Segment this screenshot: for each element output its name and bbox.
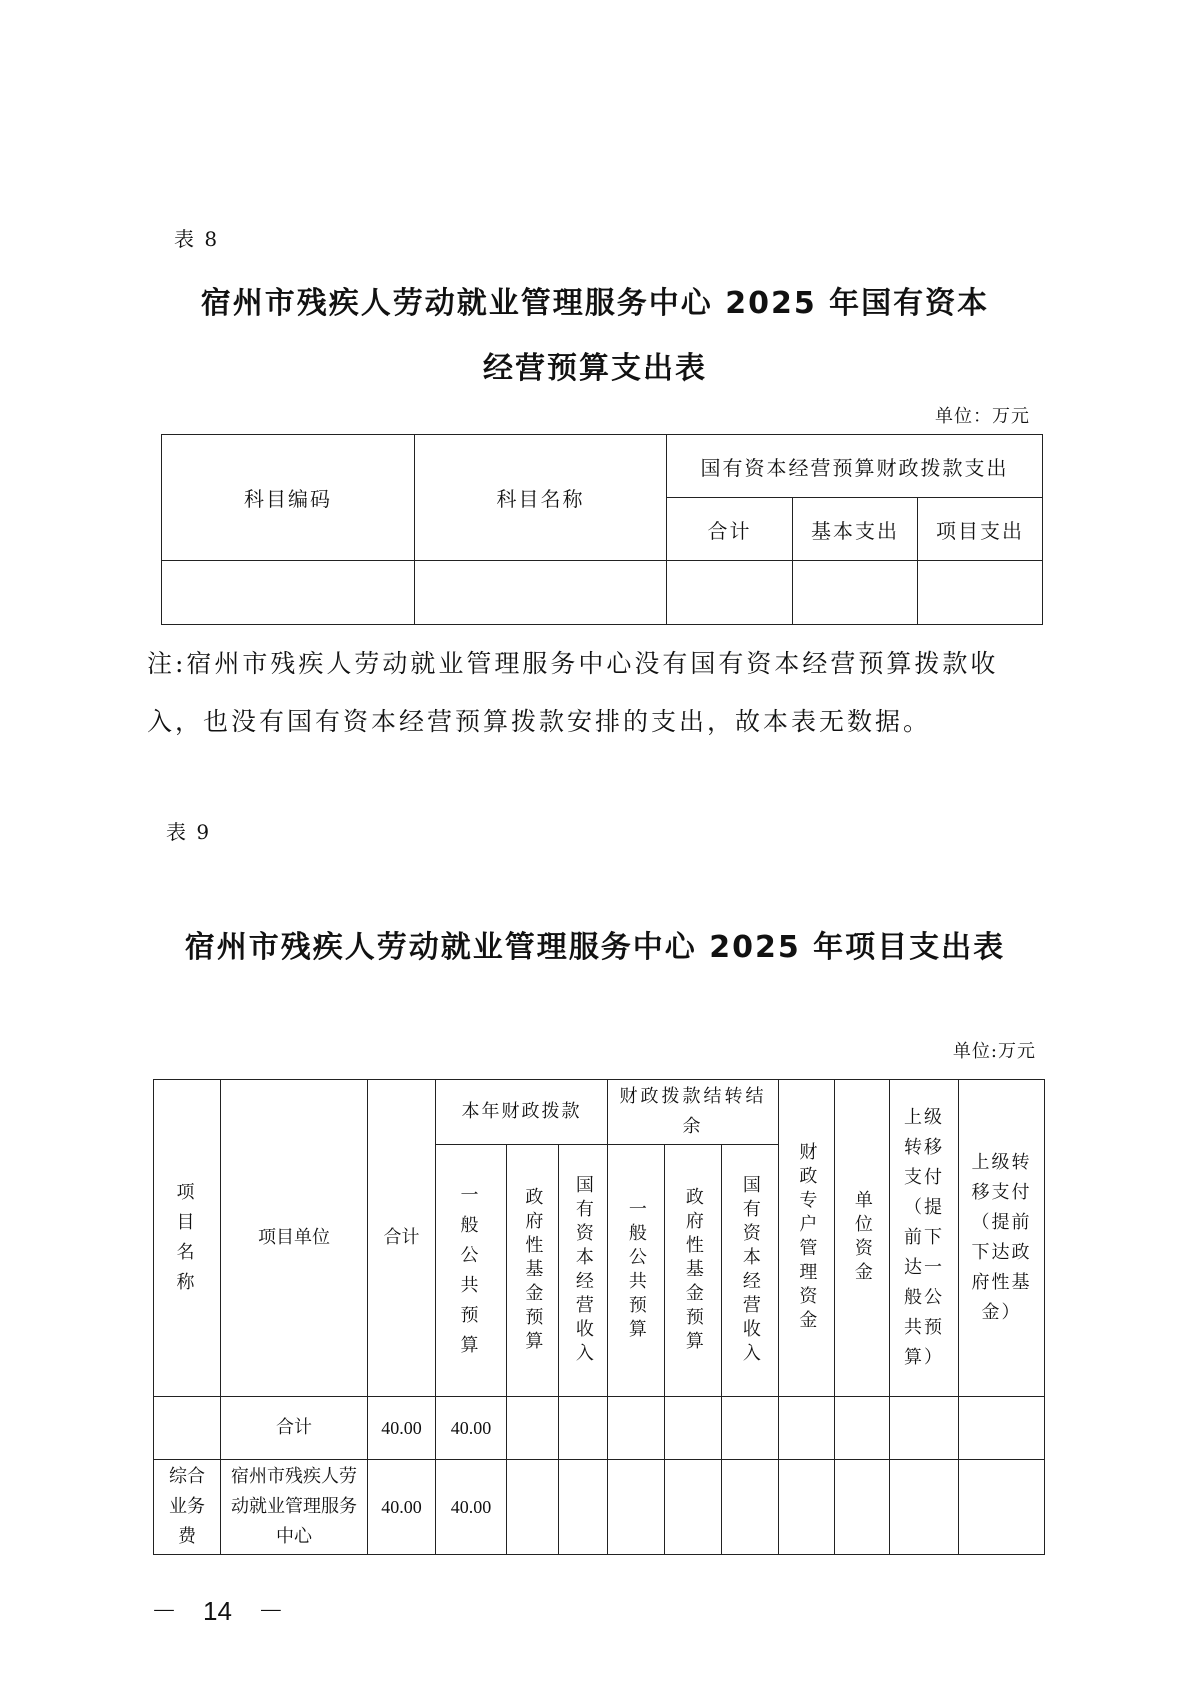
table9-unit: 单位:万元 [952,1041,1036,1062]
table-cell [559,1460,608,1555]
table-cell [793,561,918,625]
table-cell [722,1397,779,1460]
table8-header-total: 合计 [667,498,793,561]
table8-label: 表 8 [174,227,220,251]
table-cell [667,561,793,625]
table9-header-gov-fund: 政府性基金预算 [507,1145,559,1397]
table8-note-line1: 注:宿州市残疾人劳动就业管理服务中心没有国有资本经营预算拨款收 [147,649,999,678]
table-row [154,1397,1045,1460]
table9-row1-total: 40.00 [368,1460,436,1555]
table-cell [890,1397,959,1460]
table8-note-line2: 入，也没有国有资本经营预算拨款安排的支出，故本表无数据。 [147,707,932,736]
table-cell [665,1397,722,1460]
table-cell [890,1460,959,1555]
table9-header-upper-general: 上级转移支付（提前下达一般公共预算） [890,1080,959,1397]
page-number: － 14 － [151,1596,284,1626]
table9-header-general-budget: 一般公共预算 [436,1145,507,1397]
table9-header-carry-state-capital: 国有资本经营收入 [722,1145,779,1397]
table-cell [959,1460,1045,1555]
table-cell [835,1397,890,1460]
table8-title-line1: 宿州市残疾人劳动就业管理服务中心 2025 年国有资本 [200,286,990,321]
table-cell [959,1397,1045,1460]
table-row [162,561,1043,625]
table8-header-name: 科目名称 [415,435,667,561]
table9-header-current-year-group: 本年财政拨款 [436,1080,608,1145]
table9-header-carry-gov-fund: 政府性基金预算 [665,1145,722,1397]
table-cell [722,1460,779,1555]
table9-row0-total: 40.00 [368,1397,436,1460]
table9-row1-general: 40.00 [436,1460,507,1555]
table8 [161,434,1043,625]
table-cell [608,1460,665,1555]
table-cell [779,1460,835,1555]
table9-row0-unit: 合计 [221,1397,368,1460]
table-row [154,1460,1045,1555]
table8-header-project: 项目支出 [918,498,1043,561]
table8-header-code: 科目编码 [162,435,415,561]
table9-header-unit-funds: 单位资金 [835,1080,890,1397]
table9-header-carryover-group: 财政拨款结转结余 [608,1080,779,1145]
table-cell [835,1460,890,1555]
table-cell [162,561,415,625]
table9-label: 表 9 [166,820,212,844]
table9-row1-name: 综合业务费 [154,1460,221,1555]
table-cell [665,1460,722,1555]
table9-row0-general: 40.00 [436,1397,507,1460]
table8-header-group: 国有资本经营预算财政拨款支出 [667,435,1043,498]
table-cell [507,1460,559,1555]
table9-header-state-capital: 国有资本经营收入 [559,1145,608,1397]
table9-header-total: 合计 [368,1080,436,1397]
table8-title-line2: 经营预算支出表 [483,351,707,386]
table-cell [779,1397,835,1460]
table9 [153,1079,1045,1555]
table-cell [918,561,1043,625]
table9-row1-unit: 宿州市残疾人劳动就业管理服务中心 [221,1460,368,1555]
table9-header-project-name: 项目名称 [154,1080,221,1397]
table-cell [507,1397,559,1460]
table9-title: 宿州市残疾人劳动就业管理服务中心 2025 年项目支出表 [184,930,1006,965]
table9-row0-name [154,1397,221,1460]
table-cell [608,1397,665,1460]
table9-header-special-account: 财政专户管理资金 [779,1080,835,1397]
table9-header-carry-general: 一般公共预算 [608,1145,665,1397]
table8-unit: 单位：万元 [935,406,1030,427]
table9-header-project-unit: 项目单位 [221,1080,368,1397]
table8-header-basic: 基本支出 [793,498,918,561]
table9-header-upper-gov-fund: 上级转移支付（提前下达政府性基金） [959,1080,1045,1397]
table-cell [559,1397,608,1460]
table-cell [415,561,667,625]
